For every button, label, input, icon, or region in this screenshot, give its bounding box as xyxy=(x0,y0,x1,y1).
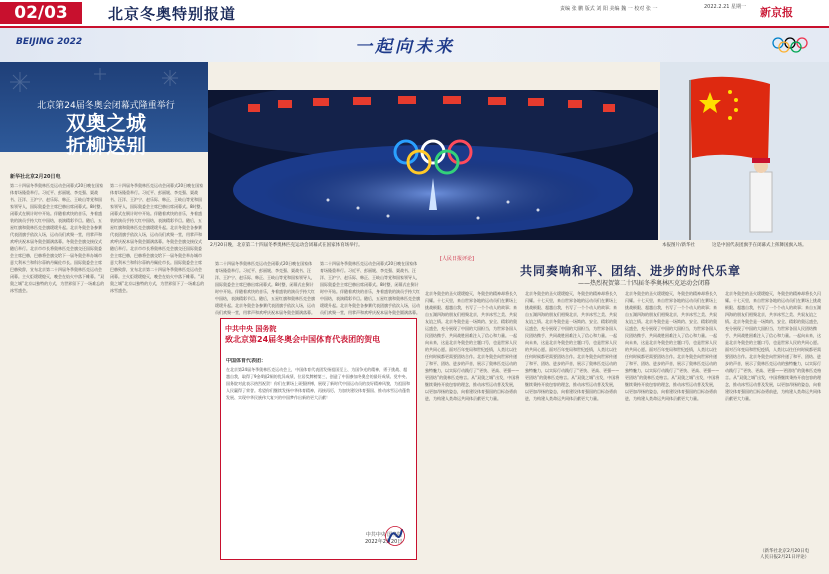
commentary-body-col-4: 北京冬奥会的圣火缓缓熄灭，冬奥会的精神却将长久闪耀。十七天里，来自世界各地的运动员们在赛场上挑战极限、超越自我，书写了一个个动人的故事；来自五湖四海的朋友们相聚北京，共享冰雪之美、共叙友谊之情。北京冬奥会是一场简约、安全、精彩的奥运盛会，充分展现了中国的大国担当，为世界各国人民团结携手、共同战胜困难注入了信心和力量。一起向未来，这是北京冬奥会的主题口号，也是世界人民的共同心愿。面对百年变局和世纪疫情，人类比以往任何时候都更需要团结合作。北京冬奥会向世界传递了和平、团结、进步的声音，展示了奥林匹克运动的独特魅力，以实际行动践行了“更快、更高、更强——更团结”的奥林匹克格言。从“双奥之城”出发，中国将继续秉持开放包容的理念，推动冰雪运动普及发展，以更加昂扬的姿态，向着建设体育强国的目标奋勇前进，为构建人类命运共同体贡献更大力量。 xyxy=(725,291,822,401)
commentary-source-line-1: （新华社北京2月20日电 xyxy=(760,549,810,554)
message-signature: 中共中央 国务院 xyxy=(365,532,403,538)
commentary-subtitle: ——热烈祝贺第二十四届冬季奥林匹克运动会闭幕 xyxy=(578,280,711,287)
flag-bearer-photo xyxy=(660,62,829,240)
beijing-2022-logo: BEIJING 2022 xyxy=(16,37,83,47)
lead-body-col-2: 第二十四届冬季奥林匹克运动会闭幕式20日晚在国家体育场隆重举行。习近平、彭丽媛、李克强、栗战书、汪洋、王沪宁、赵乐际、韩正、王岐山等党和国家领导人，国际奥委会主席巴赫出席闭幕式。8时整，闭幕式在倒计时中开始。伴随着欢快的音乐，身着盛装的演员手持大红中国结，表演精彩节目。随后，五星红旗和奥林匹克会旗缓缓升起。北京冬奥会各参赛代表团旗手依次入场，运动员们欢聚一堂，用掌声和欢呼庆祝本届冬奥会圆满落幕。冬奥会会旗交接仪式随后举行。北京市市长将奥林匹克会旗交还国际奥委会主席巴赫，巴赫将会旗交给下一届冬奥会举办城市意大利米兰和科尔蒂纳丹佩佐市长。国际奥委会主席巴赫致辞，宣布北京第二十四届冬季奥林匹克运动会闭幕。主火炬缓缓熄灭，晚会在焰火中落下帷幕。“双奥之城”北京以独特的方式，为世界留下了一场难忘的冰雪盛会。 xyxy=(110,183,205,293)
main-photo-caption: 2月20日晚，北京第二十四届冬季奥林匹克运动会闭幕式在国家体育场举行。 xyxy=(210,243,363,248)
lead-kicker: 北京第24届冬奥会闭幕式隆重举行 xyxy=(37,101,175,111)
closing-ceremony-photo xyxy=(208,90,658,240)
page-number: 02/03 xyxy=(0,2,82,24)
olympic-rings-icon xyxy=(770,36,820,54)
commentary-source-line-2: 人民日报2月21日评论） xyxy=(760,555,810,560)
masthead-title: 北京冬奥特别报道 xyxy=(108,5,237,23)
issue-date: 2022.2.21 星期一 xyxy=(704,4,747,10)
slogan-text: 一起向未来 xyxy=(355,37,455,57)
lead-byline: 新华社北京2月20日电 xyxy=(10,174,61,180)
newspaper-logo: 新京报 xyxy=(760,6,793,19)
message-kicker: 中共中央 国务院 xyxy=(225,325,277,333)
lead-body-col-1: 第二十四届冬季奥林匹克运动会闭幕式20日晚在国家体育场隆重举行。习近平、彭丽媛、李克强、栗战书、汪洋、王沪宁、赵乐际、韩正、王岐山等党和国家领导人，国际奥委会主席巴赫出席闭幕式。8时整，闭幕式在倒计时中开始。伴随着欢快的音乐，身着盛装的演员手持大红中国结，表演精彩节目。随后，五星红旗和奥林匹克会旗缓缓升起。北京冬奥会各参赛代表团旗手依次入场，运动员们欢聚一堂，用掌声和欢呼庆祝本届冬奥会圆满落幕。冬奥会会旗交接仪式随后举行。北京市市长将奥林匹克会旗交还国际奥委会主席巴赫，巴赫将会旗交给下一届冬奥会举办城市意大利米兰和科尔蒂纳丹佩佐市长。国际奥委会主席巴赫致辞，宣布北京第二十四届冬季奥林匹克运动会闭幕。主火炬缓缓熄灭，晚会在焰火中落下帷幕。“双奥之城”北京以独特的方式，为世界留下了一场难忘的冰雪盛会。 xyxy=(10,183,105,293)
right-photo-credit: 本报图片/新华社 xyxy=(662,243,696,248)
stadium-illustration xyxy=(208,90,658,240)
lead-body-col-3: 第二十四届冬季奥林匹克运动会闭幕式20日晚在国家体育场隆重举行。习近平、彭丽媛、李克强、栗战书、汪洋、王沪宁、赵乐际、韩正、王岐山等党和国家领导人，国际奥委会主席巴赫出席闭幕式。8时整，闭幕式在倒计时中开始。伴随着欢快的音乐，身着盛装的演员手持大红中国结，表演精彩节目。随后，五星红旗和奥林匹克会旗缓缓升起。北京冬奥会各参赛代表团旗手依次入场，运动员们欢聚一堂，用掌声和欢呼庆祝本届冬奥会圆满落幕。 xyxy=(215,261,315,315)
right-photo-caption: 这是中国代表团旗手在闭幕式上挥舞国旗入场。 xyxy=(712,243,807,248)
message-title: 致北京第24届冬奥会中国体育代表团的贺电 xyxy=(225,335,381,344)
headline-line-2: 折柳送别 xyxy=(66,134,146,158)
commentary-body-col-2: 北京冬奥会的圣火缓缓熄灭，冬奥会的精神却将长久闪耀。十七天里，来自世界各地的运动员们在赛场上挑战极限、超越自我，书写了一个个动人的故事；来自五湖四海的朋友们相聚北京，共享冰雪之美、共叙友谊之情。北京冬奥会是一场简约、安全、精彩的奥运盛会，充分展现了中国的大国担当，为世界各国人民团结携手、共同战胜困难注入了信心和力量。一起向未来，这是北京冬奥会的主题口号，也是世界人民的共同心愿。面对百年变局和世纪疫情，人类比以往任何时候都更需要团结合作。北京冬奥会向世界传递了和平、团结、进步的声音，展示了奥林匹克运动的独特魅力，以实际行动践行了“更快、更高、更强——更团结”的奥林匹克格言。从“双奥之城”出发，中国将继续秉持开放包容的理念，推动冰雪运动普及发展，以更加昂扬的姿态，向着建设体育强国的目标奋勇前进，为构建人类命运共同体贡献更大力量。 xyxy=(525,291,620,401)
headline-line-1: 双奥之城 xyxy=(66,111,146,135)
commentary-source xyxy=(760,549,809,561)
lead-headline xyxy=(8,112,204,158)
message-salutation: 中国体育代表团： xyxy=(226,358,267,364)
commentary-label: [人民日报评论] xyxy=(440,256,474,262)
lead-body-col-4: 第二十四届冬季奥林匹克运动会闭幕式20日晚在国家体育场隆重举行。习近平、彭丽媛、李克强、栗战书、汪洋、王沪宁、赵乐际、韩正、王岐山等党和国家领导人，国际奥委会主席巴赫出席闭幕式。8时整，闭幕式在倒计时中开始。伴随着欢快的音乐，身着盛装的演员手持大红中国结，表演精彩节目。随后，五星红旗和奥林匹克会旗缓缓升起。北京冬奥会各参赛代表团旗手依次入场，运动员们欢聚一堂，用掌声和欢呼庆祝本届冬奥会圆满落幕。 xyxy=(320,261,420,315)
flag-bearer-illustration xyxy=(660,62,829,240)
beijing-2022-emblem-icon xyxy=(384,525,406,547)
message-body: 在北京第24届冬季奥林匹克运动会上，中国体育代表团发扬祖国至上、为国争光的精神，勇于挑战、超越自我，取得了9金4银2铜的优异成绩，位居奖牌榜第三，创造了中国参加冬奥会的最好成绩。党中央、国务院对此表示热烈祝贺！你们在赛场上顽强拼搏，展现了新时代中国运动员的良好精神风貌，为祖国和人民赢得了荣誉。希望你们继续发扬中华体育精神，再接再厉，为加快建设体育强国、推动冰雪运动蓬勃发展、实现中华民族伟大复兴的中国梦作出新的更大贡献！ xyxy=(226,367,410,400)
commentary-body-col-3: 北京冬奥会的圣火缓缓熄灭，冬奥会的精神却将长久闪耀。十七天里，来自世界各地的运动员们在赛场上挑战极限、超越自我，书写了一个个动人的故事；来自五湖四海的朋友们相聚北京，共享冰雪之美、共叙友谊之情。北京冬奥会是一场简约、安全、精彩的奥运盛会，充分展现了中国的大国担当，为世界各国人民团结携手、共同战胜困难注入了信心和力量。一起向未来，这是北京冬奥会的主题口号，也是世界人民的共同心愿。面对百年变局和世纪疫情，人类比以往任何时候都更需要团结合作。北京冬奥会向世界传递了和平、团结、进步的声音，展示了奥林匹克运动的独特魅力，以实际行动践行了“更快、更高、更强——更团结”的奥林匹克格言。从“双奥之城”出发，中国将继续秉持开放包容的理念，推动冰雪运动普及发展，以更加昂扬的姿态，向着建设体育强国的目标奋勇前进，为构建人类命运共同体贡献更大力量。 xyxy=(625,291,720,401)
editor-credits: 责编 张 鹏 版式 刘 阳 美编 魏 一 校对 张 一 xyxy=(560,6,658,12)
commentary-body-col-1: 北京冬奥会的圣火缓缓熄灭，冬奥会的精神却将长久闪耀。十七天里，来自世界各地的运动员们在赛场上挑战极限、超越自我，书写了一个个动人的故事；来自五湖四海的朋友们相聚北京，共享冰雪之美、共叙友谊之情。北京冬奥会是一场简约、安全、精彩的奥运盛会，充分展现了中国的大国担当，为世界各国人民团结携手、共同战胜困难注入了信心和力量。一起向未来，这是北京冬奥会的主题口号，也是世界人民的共同心愿。面对百年变局和世纪疫情，人类比以往任何时候都更需要团结合作。北京冬奥会向世界传递了和平、团结、进步的声音，展示了奥林匹克运动的独特魅力，以实际行动践行了“更快、更高、更强——更团结”的奥林匹克格言。从“双奥之城”出发，中国将继续秉持开放包容的理念，推动冰雪运动普及发展，以更加昂扬的姿态，向着建设体育强国的目标奋勇前进，为构建人类命运共同体贡献更大力量。 xyxy=(425,291,520,401)
commentary-title: 共同奏响和平、团结、进步的时代乐章 xyxy=(520,264,742,278)
message-date: 2022年2月20日 xyxy=(365,539,403,545)
